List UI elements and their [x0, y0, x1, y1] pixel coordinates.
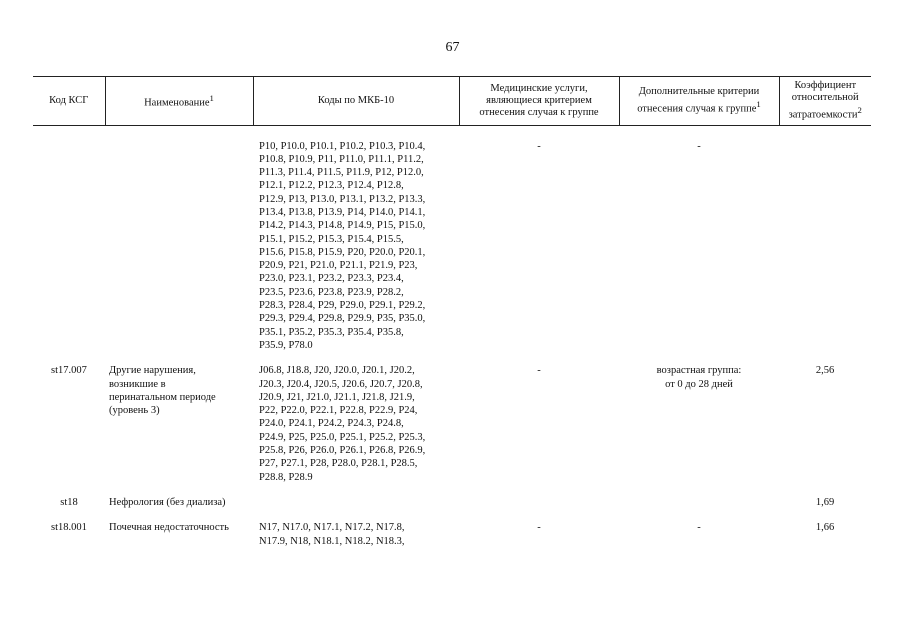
icd-line: P24.0, P24.1, P24.2, P24.3, P24.8, [259, 418, 404, 430]
ksg-table [33, 76, 871, 548]
cell-services: - [537, 140, 541, 152]
table-row [33, 509, 871, 548]
name-line: перинатальном периоде [109, 391, 216, 403]
icd-line: J20.3, J20.4, J20.5, J20.6, J20.7, J20.8, [259, 378, 423, 390]
header-name: Наименование$^1$ [105, 77, 253, 126]
icd-line: P22, P22.0, P22.1, P22.8, P22.9, P24, [259, 405, 418, 417]
icd-line: P35.9, P78.0 [259, 339, 313, 351]
cell-code: st17.007 [51, 365, 87, 377]
cell-name [105, 352, 253, 484]
name-line: Нефрология (без диализа) [109, 496, 226, 508]
icd-line: P28.3, P28.4, P29, P29.0, P29.1, P29.2, [259, 300, 426, 312]
page-number: 67 [445, 40, 460, 55]
cell-code: st18.001 [51, 522, 87, 534]
icd-line: P10.8, P10.9, P11, P11.0, P11.1, P11.2, [259, 153, 424, 165]
icd-line: N17, N17.0, N17.1, N17.2, N17.8, [259, 522, 405, 534]
icd-line: P24.9, P25, P25.0, P25.1, P25.2, P25.3, [259, 431, 426, 443]
cell-criteria [619, 484, 779, 509]
icd-line: P13.4, P13.8, P13.9, P14, P14.0, P14.1, [259, 206, 426, 218]
icd-line: J20.9, J21, J21.0, J21.1, J21.8, J21.9, [259, 391, 415, 403]
table-row [33, 125, 871, 352]
cell-name [105, 484, 253, 509]
icd-line: N17.9, N18, N18.1, N18.2, N18.3, [259, 535, 405, 547]
icd-line: P20.9, P21, P21.0, P21.1, P21.9, P23, [259, 260, 418, 272]
header-services: Медицинские услуги, являющиеся критерием отнесения случая к группе [459, 77, 619, 126]
header-code: Код КСГ [33, 77, 105, 126]
cell-coef: 2,56 [815, 365, 835, 377]
icd-line: P25.8, P26, P26.0, P26.1, P26.8, P26.9, [259, 445, 426, 457]
header-criteria: Дополнительные критерии отнесения случая к группе$^1$ [619, 77, 779, 126]
icd-line: P29.3, P29.4, P29.8, P29.9, P35, P35.0, [259, 313, 426, 325]
cell-services: - [537, 522, 541, 534]
icd-line: P35.1, P35.2, P35.3, P35.4, P35.8, [259, 326, 404, 338]
icd-line: P27, P27.1, P28, P28.0, P28.1, P28.5, [259, 458, 418, 470]
name-line: возникшие в [109, 378, 166, 390]
cell-services: - [537, 365, 541, 377]
cell-coef: 1,66 [815, 522, 835, 534]
cell-icd [253, 484, 459, 509]
icd-line: P12.1, P12.2, P12.3, P12.4, P12.8, [259, 180, 404, 192]
name-line: Другие нарушения, [109, 365, 196, 377]
icd-line: P15.1, P15.2, P15.3, P15.4, P15.5, [259, 233, 404, 245]
cell-icd [253, 509, 459, 548]
icd-line: P23.0, P23.1, P23.2, P23.3, P23.4, [259, 273, 404, 285]
cell-services [459, 484, 619, 509]
cell-code [33, 125, 105, 352]
icd-line: P15.6, P15.8, P15.9, P20, P20.0, P20.1, [259, 246, 426, 258]
cell-code: st18 [60, 496, 78, 508]
criteria-line: - [697, 522, 701, 534]
icd-line: P12.9, P13, P13.0, P13.1, P13.2, P13.3, [259, 193, 426, 205]
criteria-line: от 0 до 28 дней [665, 378, 733, 390]
criteria-line: - [697, 140, 701, 152]
cell-criteria [619, 125, 779, 352]
criteria-line: возрастная группа: [656, 365, 742, 377]
table-header-row [33, 77, 871, 126]
header-icd: Коды по МКБ-10 [253, 77, 459, 126]
cell-name [105, 125, 253, 352]
header-coef: Коэффициент относительной затратоемкости$^2$ [779, 77, 871, 126]
table-row [33, 484, 871, 509]
table-row [33, 352, 871, 484]
cell-coef: 1,69 [815, 496, 835, 508]
cell-criteria [619, 352, 779, 484]
icd-line: P28.8, P28.9 [259, 471, 313, 483]
icd-line: P10, P10.0, P10.1, P10.2, P10.3, P10.4, [259, 140, 426, 152]
cell-icd [253, 125, 459, 352]
icd-line: J06.8, J18.8, J20, J20.0, J20.1, J20.2, [259, 365, 415, 377]
icd-line: P14.2, P14.3, P14.8, P14.9, P15, P15.0, [259, 220, 426, 232]
cell-icd [253, 352, 459, 484]
cell-criteria [619, 509, 779, 548]
name-line: (уровень 3) [109, 405, 160, 417]
cell-name [105, 509, 253, 548]
icd-line: P11.3, P11.4, P11.5, P11.9, P12, P12.0, [259, 167, 424, 179]
cell-coef [779, 125, 871, 352]
icd-line: P23.5, P23.6, P23.8, P23.9, P28.2, [259, 286, 404, 298]
name-line: Почечная недостаточность [109, 522, 229, 534]
